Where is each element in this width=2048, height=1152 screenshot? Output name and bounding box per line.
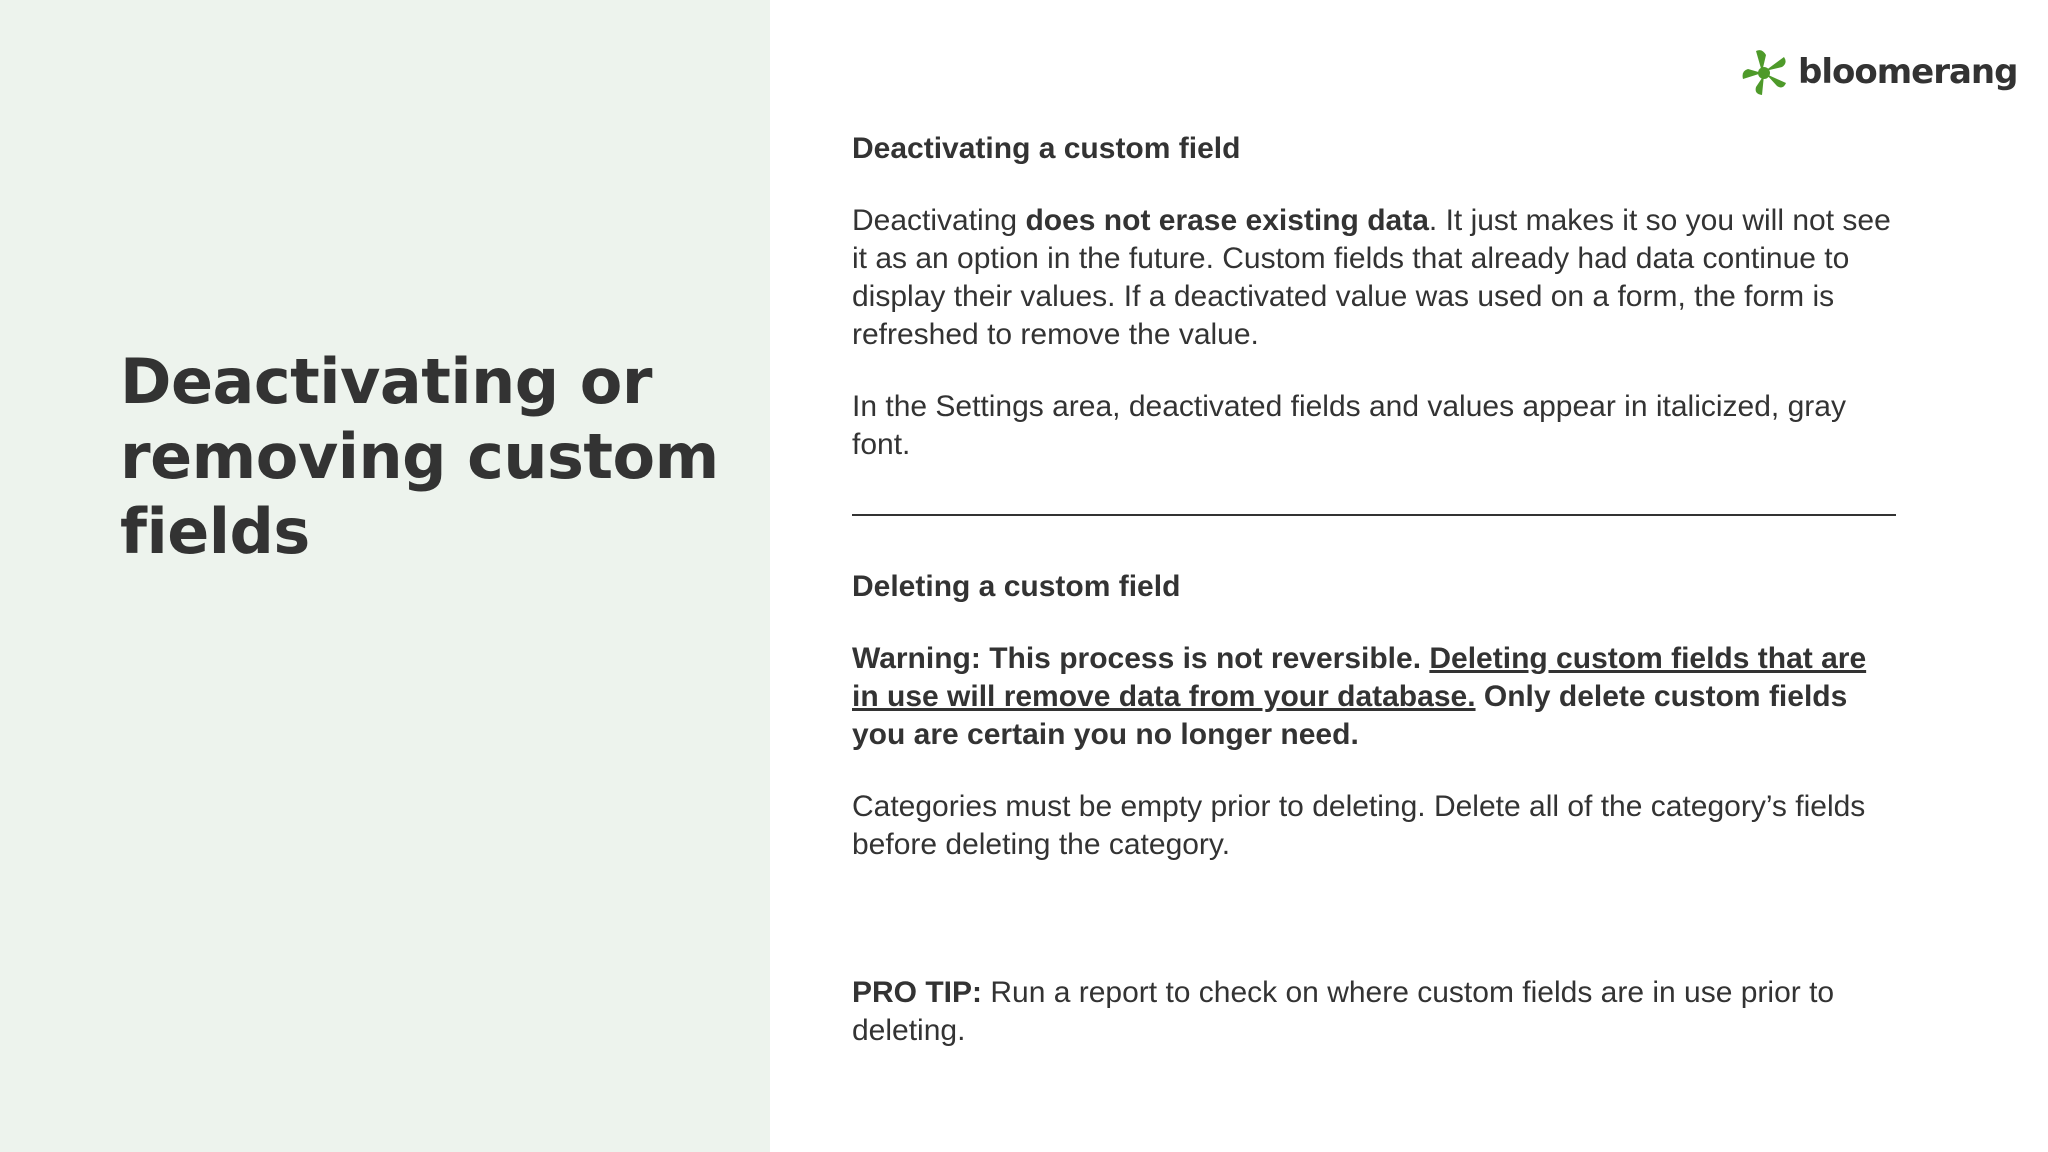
brand-name: bloomerang [1798,52,2018,92]
delete-warning [852,640,1898,754]
pro-tip [852,974,1898,1050]
deactivate-paragraph-2: In the Settings area, deactivated fields and values appear in italicized, gray font. [852,390,1846,461]
pro-tip-text: Run a report to check on where custom fields are in use prior to deleting. [852,976,1835,1047]
deactivate-heading: Deactivating a custom field [852,132,1241,165]
deactivate-paragraph-1 [852,202,1898,354]
bloomerang-star-icon [1742,49,1788,95]
warning-underlined: Deleting custom fields that are in use will remove data from your database. [852,642,1867,713]
slide-title: Deactivating or removing custom fields [120,345,719,568]
delete-heading: Deleting a custom field [852,570,1181,603]
deactivate-p1-emphasis: does not erase existing data [1025,204,1429,237]
title-panel [0,0,770,1152]
content-area [852,130,1898,1050]
pro-tip-label: PRO TIP: [852,976,983,1009]
warning-lead: Warning: This process is not reversible. [852,642,1430,675]
delete-paragraph-2: Categories must be empty prior to deleting. Delete all of the category’s fields before deleting the category. [852,790,1866,861]
warning-rest: Only delete custom fields you are certain you no longer need. [852,680,1848,751]
deactivate-p1-text: Deactivating [852,204,1026,237]
bloomerang-logo [1742,48,2017,96]
deactivate-p1-rest: . It just makes it so you will not see it as an option in the future. Custom fields that already had data continue to display their values. If a deactivated value was used on a form, the form is refreshed to remove the value. [852,204,1891,351]
section-divider [852,514,1896,516]
